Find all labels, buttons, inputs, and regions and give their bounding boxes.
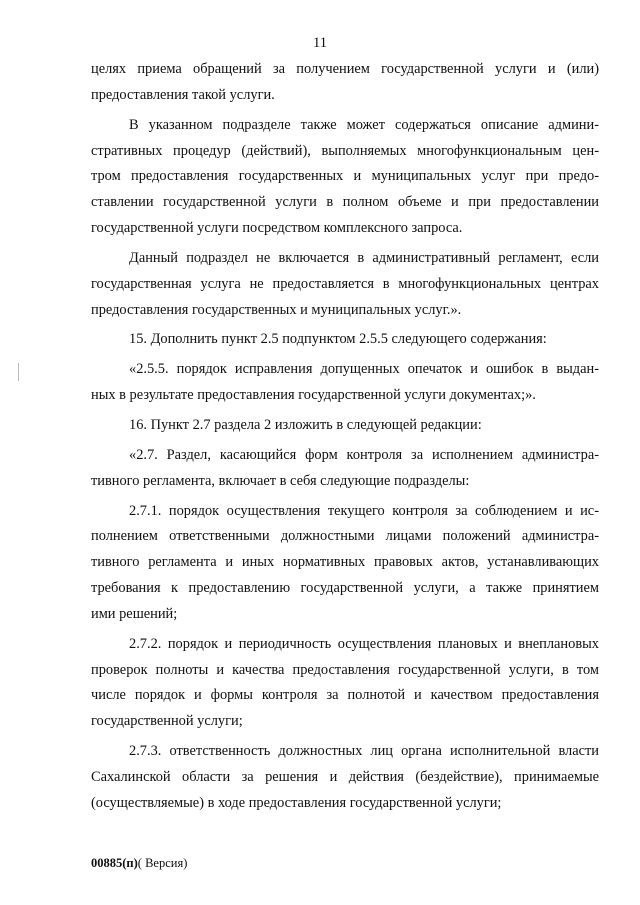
document-version: ( Версия): [137, 856, 188, 870]
document-body: [91, 57, 599, 817]
document-footer: [91, 856, 187, 871]
scan-margin-mark: [18, 363, 19, 381]
text-line: «2.7. Раздел, касающийся форм контроля за исполнением администра-: [129, 446, 599, 463]
text-line: (осуществляемые) в ходе предоставления государственной услуги;: [91, 794, 502, 811]
page-number: 11: [313, 35, 327, 51]
text-line: полнением ответственными должностными лицами положений администра-: [91, 528, 599, 545]
text-line: государственной услуги посредством комплексного запроса.: [91, 220, 463, 237]
text-line: государственной услуги;: [91, 713, 243, 730]
text-line: предоставления государственных и муниципальных услуг.».: [91, 301, 462, 318]
text-line: тром предоставления государственных и муниципальных услуг при предо-: [91, 168, 599, 185]
text-line: 16. Пункт 2.7 раздела 2 изложить в следующей редакции:: [129, 416, 482, 433]
text-line: стративных процедур (действий), выполняемых многофункциональным цен-: [91, 142, 599, 159]
text-line: 2.7.1. порядок осуществления текущего контроля за соблюдением и ис-: [129, 502, 599, 519]
text-line: 15. Дополнить пункт 2.5 подпунктом 2.5.5 следующего содержания:: [129, 331, 547, 348]
text-line: государственная услуга не предоставляется в многофункциональных центрах: [91, 275, 599, 292]
text-line: целях приема обращений за получением государственной услуги и (или): [91, 61, 599, 77]
text-line: ных в результате предоставления государственной услуги документах;».: [91, 387, 536, 404]
text-line: «2.5.5. порядок исправления допущенных опечаток и ошибок в выдан-: [129, 361, 599, 378]
text-line: требования к предоставлению государственной услуги, а также принятием: [91, 580, 599, 597]
text-line: тивного регламента и иных нормативных правовых актов, устанавливающих: [91, 554, 599, 571]
text-line: Данный подраздел не включается в административный регламент, если: [129, 249, 599, 266]
text-line: предоставления такой услуги.: [91, 86, 275, 103]
text-line: 2.7.3. ответственность должностных лиц органа исполнительной власти: [129, 743, 599, 760]
text-line: В указанном подразделе также может содержаться описание админи-: [129, 116, 599, 133]
text-line: ими решений;: [91, 605, 178, 622]
text-line: ставлении государственной услуги в полном объеме и при предоставлении: [91, 194, 599, 211]
text-line: проверок полноты и качества предоставления государственной услуги, в том: [91, 661, 599, 678]
text-line: тивного регламента, включает в себя следующие подразделы:: [91, 472, 470, 489]
document-code: 00885(п): [91, 856, 138, 870]
text-line: числе порядок и формы контроля за полнотой и качеством предоставления: [91, 687, 599, 704]
text-line: 2.7.2. порядок и периодичность осуществления плановых и внеплановых: [129, 635, 599, 652]
text-line: Сахалинской области за решения и действия (бездействие), принимаемые: [91, 768, 599, 785]
